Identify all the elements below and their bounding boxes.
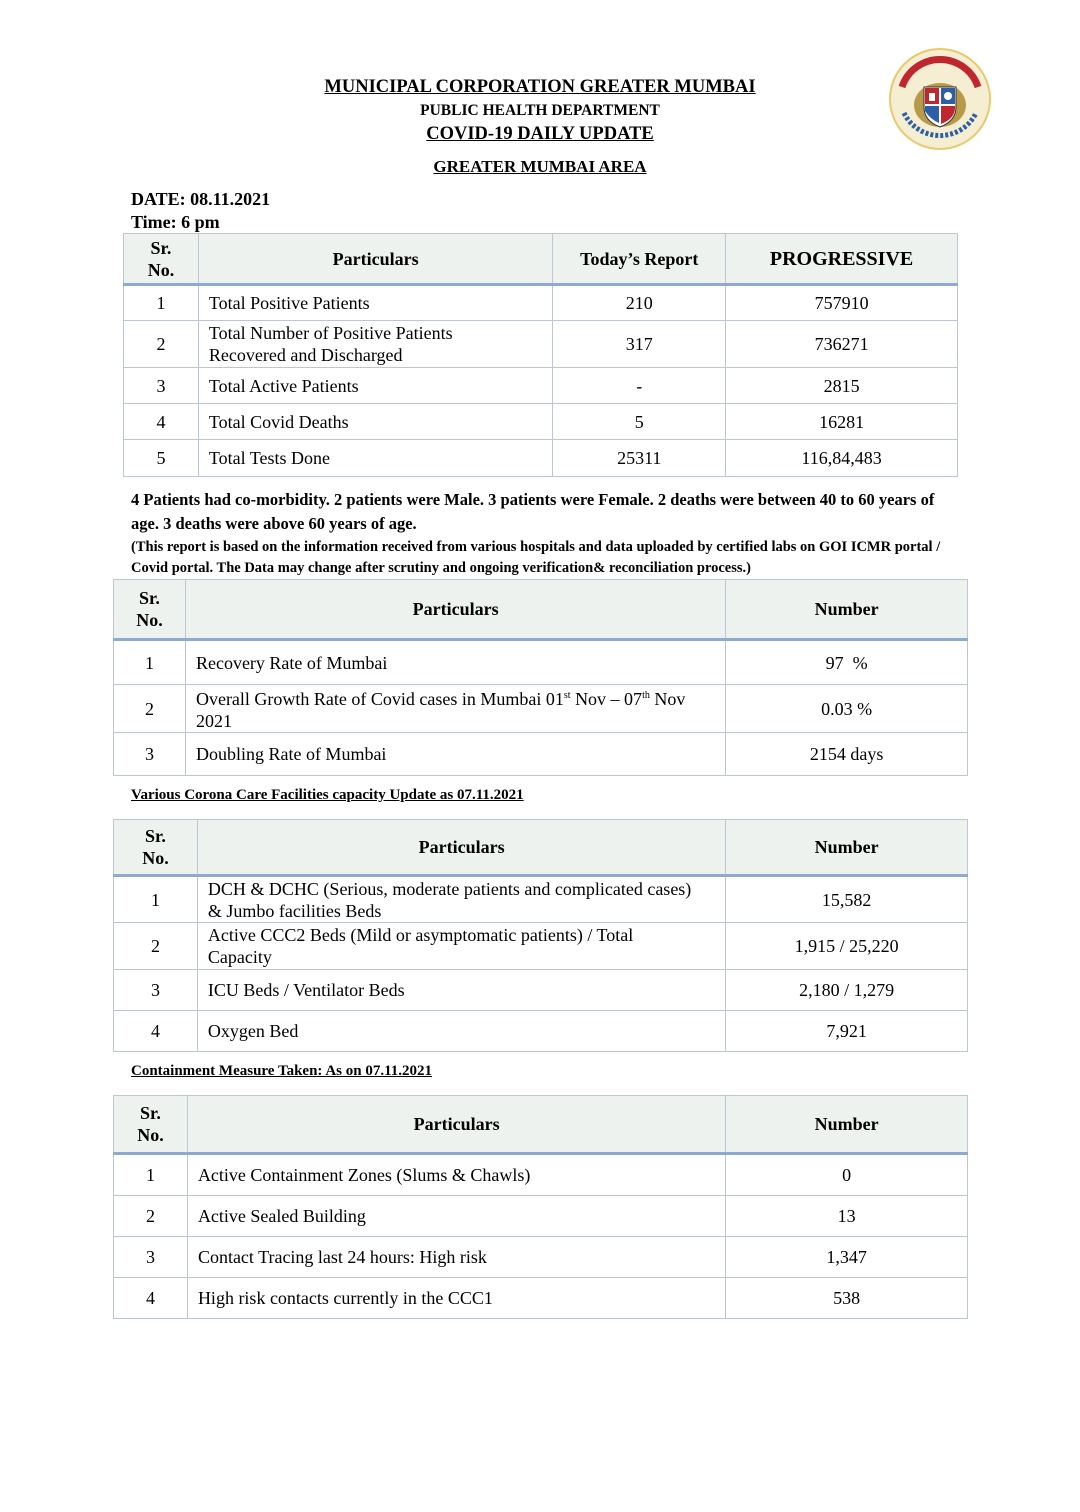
particular-cell: Total Number of Positive Patients Recovered and Discharged [198,321,552,368]
number-cell: 538 [726,1278,968,1319]
number-cell: 7,921 [726,1011,968,1052]
sr-cell: 4 [114,1278,188,1319]
facilities-section-title: Various Corona Care Facilities capacity Update as 07.11.2021 [131,787,524,803]
progressive-cell: 757910 [726,285,958,321]
table-row [114,1011,968,1052]
sr-cell: 1 [114,640,186,685]
today-cell: 210 [553,285,726,321]
col-header-progressive: PROGRESSIVE [726,234,958,285]
sr-cell: 2 [114,685,186,733]
col-header-particulars: Particulars [185,580,725,640]
table-row [114,733,968,776]
today-cell: 25311 [553,440,726,477]
col-header-particulars: Particulars [187,1096,725,1154]
report-date: DATE: 08.11.2021 [131,189,271,209]
particular-cell: Total Covid Deaths [198,404,552,440]
today-cell: - [553,368,726,404]
table-row [124,321,958,368]
containment-section-title: Containment Measure Taken: As on 07.11.2021 [131,1063,433,1079]
col-header-sr: Sr. No. [114,580,186,640]
update-title: COVID-19 DAILY UPDATE [426,124,654,144]
col-header-particulars: Particulars [197,820,725,876]
report-time: Time: 6 pm [131,212,220,232]
col-header-sr: Sr. No. [114,1096,188,1154]
progressive-cell: 116,84,483 [726,440,958,477]
bmc-emblem-icon [888,47,992,151]
particular-cell: Recovery Rate of Mumbai [185,640,725,685]
department-title: PUBLIC HEALTH DEPARTMENT [420,102,660,119]
table-row [114,1196,968,1237]
particular-cell: Active Containment Zones (Slums & Chawls) [187,1154,725,1196]
sr-cell: 1 [114,1154,188,1196]
col-header-today: Today’s Report [553,234,726,285]
deaths-summary-note: 4 Patients had co-morbidity. 2 patients were Male. 3 patients were Female. 2 deaths were between 40 to 60 years of age. 3 deaths were above 60 years of age. [131,490,935,533]
col-header-number: Number [726,1096,968,1154]
particular-cell: Total Positive Patients [198,285,552,321]
sr-cell: 3 [124,368,199,404]
sr-cell: 4 [124,404,199,440]
table-header-row [114,1096,968,1154]
table-row [114,970,968,1011]
col-header-particulars: Particulars [198,234,552,285]
number-cell: 2154 days [726,733,968,776]
rates-table [113,579,968,776]
number-cell: 15,582 [726,876,968,923]
table-row [124,285,958,321]
col-header-number: Number [726,580,968,640]
table-header-row [124,234,958,285]
particular-cell: Doubling Rate of Mumbai [185,733,725,776]
progressive-cell: 2815 [726,368,958,404]
col-header-sr: Sr. No. [124,234,199,285]
daily-report-table [123,233,958,477]
containment-table [113,1095,968,1319]
table-row [114,1237,968,1278]
today-cell: 317 [553,321,726,368]
particular-cell: Total Tests Done [198,440,552,477]
sr-cell: 4 [114,1011,198,1052]
number-cell: 97 % [726,640,968,685]
particular-cell: ICU Beds / Ventilator Beds [197,970,725,1011]
col-header-number: Number [726,820,968,876]
table-row [114,876,968,923]
facilities-table [113,819,968,1052]
table-row [114,923,968,970]
table-row [124,404,958,440]
sr-cell: 2 [124,321,199,368]
number-cell: 0.03 % [726,685,968,733]
sr-cell: 3 [114,1237,188,1278]
particular-cell: Contact Tracing last 24 hours: High risk [187,1237,725,1278]
number-cell: 1,347 [726,1237,968,1278]
org-title: MUNICIPAL CORPORATION GREATER MUMBAI [324,77,756,97]
table-row [114,1154,968,1196]
particular-cell: High risk contacts currently in the CCC1 [187,1278,725,1319]
particular-cell: Total Active Patients [198,368,552,404]
sr-cell: 1 [114,876,198,923]
table-row [114,685,968,733]
table-row [114,1278,968,1319]
particular-cell: Overall Growth Rate of Covid cases in Mumbai 01st Nov – 07th Nov 2021 [185,685,725,733]
table-header-row [114,820,968,876]
table-header-row [114,580,968,640]
number-cell: 13 [726,1196,968,1237]
sr-cell: 3 [114,733,186,776]
table-row [114,640,968,685]
sr-cell: 3 [114,970,198,1011]
particular-cell: DCH & DCHC (Serious, moderate patients and complicated cases) & Jumbo facilities Beds [197,876,725,923]
sr-cell: 2 [114,923,198,970]
table-row [124,440,958,477]
progressive-cell: 736271 [726,321,958,368]
particular-cell: Oxygen Bed [197,1011,725,1052]
sr-cell: 1 [124,285,199,321]
number-cell: 1,915 / 25,220 [726,923,968,970]
sr-cell: 5 [124,440,199,477]
table-row [124,368,958,404]
particular-cell: Active CCC2 Beds (Mild or asymptomatic patients) / Total Capacity [197,923,725,970]
col-header-sr: Sr. No. [114,820,198,876]
disclaimer-note: (This report is based on the information received from various hospitals and data uploaded by certified labs on GOI ICMR portal / Covid portal. The Data may change after scrutiny and ongoing verification& reconciliation process.) [131,539,941,576]
today-cell: 5 [553,404,726,440]
particular-cell: Active Sealed Building [187,1196,725,1237]
number-cell: 0 [726,1154,968,1196]
sr-cell: 2 [114,1196,188,1237]
number-cell: 2,180 / 1,279 [726,970,968,1011]
progressive-cell: 16281 [726,404,958,440]
area-title: GREATER MUMBAI AREA [433,157,647,176]
